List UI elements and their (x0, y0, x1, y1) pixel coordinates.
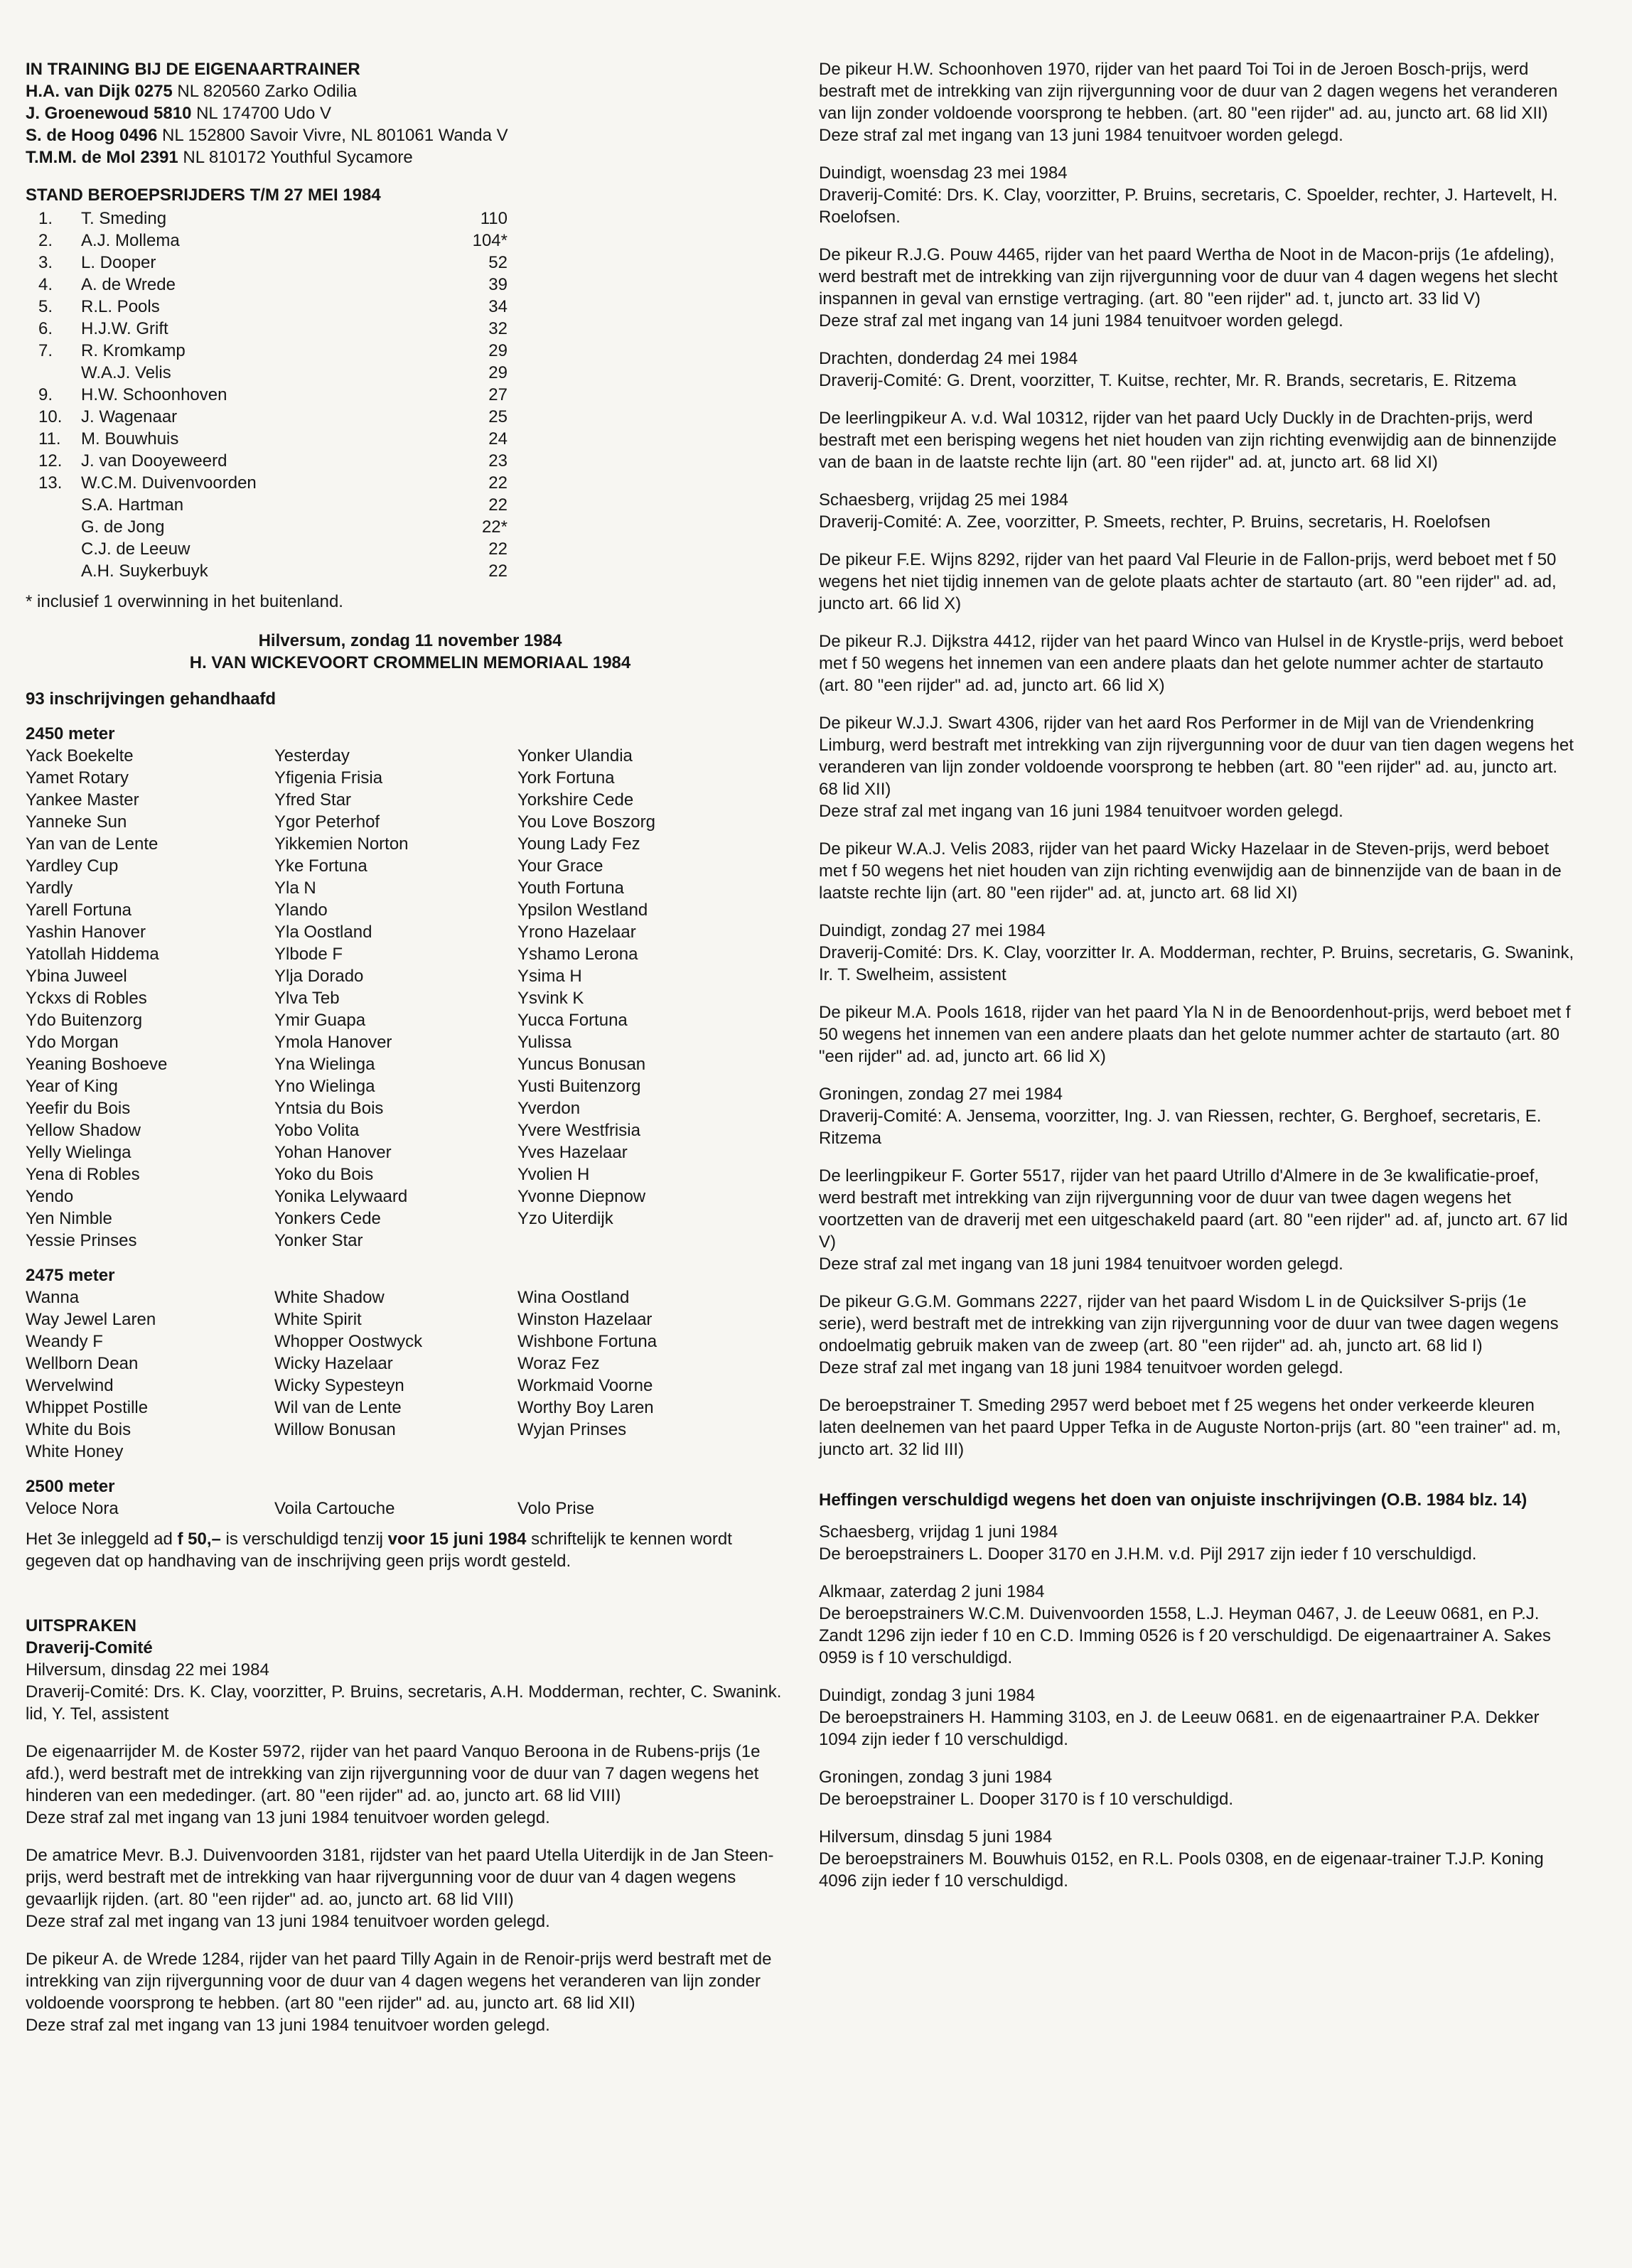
ranking-row (38, 318, 795, 340)
horse-name: Yucca Fortuna (517, 1011, 628, 1030)
session-place: Hilversum, dinsdag 22 mei 1984 (26, 1660, 269, 1679)
horse-name: Your Grace (517, 856, 603, 876)
horse-name: Yankee Master (26, 790, 139, 810)
horse-name: Wyjan Prinses (517, 1420, 627, 1439)
horse-name: Voila Cartouche (274, 1499, 395, 1518)
rider-name: W.C.M. Duivenvoorden (81, 473, 257, 493)
horse-name: Wina Oostland (517, 1288, 630, 1307)
rider-points: 29 (488, 363, 508, 382)
horse-name: Ylbode F (274, 945, 343, 964)
uitspraken-title: UITSPRAKEN (26, 1616, 137, 1635)
horse-name: Yen Nimble (26, 1209, 112, 1228)
horse-name: Yardley Cup (26, 856, 119, 876)
ruling-line: De pikeur M.A. Pools 1618, rijder van het paard Yla N in de Benoordenhout-prijs, werd beboet met f 50 wegens het innemen van een andere plaats dan het gelote nummer achter de startauto (art. 80 "een rijder" ad. ad, juncto art. 66 lid X) (819, 1003, 1571, 1066)
rider-points: 27 (488, 385, 508, 404)
distance-heading: 2450 meter (26, 724, 115, 743)
heffingen-list (819, 1521, 1575, 1892)
entries-groups (26, 723, 795, 1520)
rank-number: 7. (38, 341, 53, 360)
horse-name: Yrono Hazelaar (517, 923, 636, 942)
rider-name: A.J. Mollema (81, 231, 180, 250)
rider-points: 32 (488, 319, 508, 338)
ruling-line: Duindigt, woensdag 23 mei 1984 (819, 163, 1068, 183)
horse-name: Wellborn Dean (26, 1354, 139, 1373)
distance-heading: 2500 meter (26, 1477, 115, 1496)
horse-name: Yzo Uiterdijk (517, 1209, 613, 1228)
horse-name: Yessie Prinses (26, 1231, 137, 1250)
entries-column (26, 1286, 274, 1463)
horse-name: Yusti Buitenzorg (517, 1077, 641, 1096)
rank-number: 10. (38, 407, 63, 426)
ruling-block (819, 1083, 1575, 1149)
horse-name: Whippet Postille (26, 1398, 149, 1417)
ruling-block (819, 58, 1575, 146)
horse-name: Yulissa (517, 1033, 572, 1052)
horse-name: Yvolien H (517, 1165, 590, 1184)
horse-name: Wicky Sypesteyn (274, 1376, 404, 1395)
horse-name: Yeaning Boshoeve (26, 1055, 168, 1074)
horse-name: Yntsia du Bois (274, 1099, 384, 1118)
rider-points: 110 (480, 209, 508, 228)
rider-points: 34 (488, 297, 508, 316)
horse-name: Yena di Robles (26, 1165, 140, 1184)
left-rulings (26, 1741, 795, 2036)
rank-number: 4. (38, 275, 53, 294)
horse-name: Yan van de Lente (26, 834, 159, 854)
horse-name: Yikkemien Norton (274, 834, 409, 854)
horse-name: Wervelwind (26, 1376, 114, 1395)
heffing-text: De beroepstrainers M. Bouwhuis 0152, en R.L. Pools 0308, en de eigenaar-trainer T.J.P. Koning 4096 zijn ieder f 10 verschuldigd. (819, 1849, 1544, 1891)
ruling-line: Draverij-Comité: G. Drent, voorzitter, T. Kuitse, rechter, Mr. R. Brands, secretaris, E. Ritzema (819, 371, 1517, 390)
horse-name: Way Jewel Laren (26, 1310, 156, 1329)
rider-points: 22 (488, 495, 508, 515)
ranking-row (38, 560, 795, 582)
distance-heading: 2475 meter (26, 1266, 115, 1285)
horse-name: Ydo Buitenzorg (26, 1011, 143, 1030)
uitspraken-subtitle: Draverij-Comité (26, 1638, 153, 1657)
horse-name: Yellow Shadow (26, 1121, 141, 1140)
heffing-place-date: Groningen, zondag 3 juni 1984 (819, 1768, 1053, 1787)
rider-name: M. Bouwhuis (81, 429, 179, 448)
rider-name: L. Dooper (81, 253, 156, 272)
ruling-line: De leerlingpikeur A. v.d. Wal 10312, rijder van het paard Ucly Duckly in de Drachten-prijs, werd bestraft met een berisping wegens het niet houden van zijn richting evenwijdig aan de binnenzijde van de baan in de laatste rechte lijn (art. 80 "een rijder" ad. at, juncto art. 68 lid XI) (819, 409, 1557, 472)
rider-name: R. Kromkamp (81, 341, 186, 360)
ruling-block (819, 407, 1575, 473)
rank-number: 13. (38, 473, 63, 493)
training-line: H.A. van Dijk 0275 NL 820560 Zarko Odilia (26, 82, 358, 101)
ruling-line: De pikeur W.A.J. Velis 2083, rijder van het paard Wicky Hazelaar in de Steven-prijs, werd beboet met f 50 wegens het niet houden van zijn richting evenwijdig aan de binnenzijde van de baan in de laatste rechte lijn (art. 80 "een rijder" ad. at, juncto art. 68 lid XI) (819, 839, 1562, 903)
ruling-line: De pikeur R.J. Dijkstra 4412, rijder van het paard Winco van Hulsel in de Krystle-prijs, werd beboet met f 50 wegens het innemen van een andere plaats dan het gelote nummer achter de startauto (art. 80 "een rijder" ad. ad, juncto art. 66 lid X) (819, 632, 1564, 695)
ruling-line: Schaesberg, vrijdag 25 mei 1984 (819, 490, 1068, 510)
rider-name: S.A. Hartman (81, 495, 184, 515)
ruling-line: Groningen, zondag 27 mei 1984 (819, 1085, 1063, 1104)
ruling-block (819, 489, 1575, 533)
horse-name: Ylja Dorado (274, 967, 364, 986)
horse-name: Yckxs di Robles (26, 989, 147, 1008)
horse-name: Winston Hazelaar (517, 1310, 653, 1329)
ruling-line: De pikeur H.W. Schoonhoven 1970, rijder van het paard Toi Toi in de Jeroen Bosch-prijs, werd bestraft met de intrekking van zijn rijvergunning voor de duur van 2 dagen wegens het veranderen van lijn zonder voldoende voorsprong te hebben. (art. 80 "een rijder" ad. au, juncto art. 68 lid XII) (819, 60, 1558, 123)
rider-points: 24 (488, 429, 508, 448)
ruling-line: De beroepstrainer T. Smeding 2957 werd beboet met f 25 wegens het onder verkeerde kleuren laten deelnemen van het paard Upper Tefka in de Auguste Norton-prijs (art. 80 "een trainer" ad. m, juncto art. 32 lid III) (819, 1396, 1561, 1459)
ruling-block (819, 244, 1575, 332)
memorial-place-date: Hilversum, zondag 11 november 1984 (258, 631, 562, 650)
horse-name: Yamet Rotary (26, 768, 129, 788)
rider-name: J. van Dooyeweerd (81, 451, 227, 471)
horse-name: Ydo Morgan (26, 1033, 119, 1052)
rank-number (38, 362, 81, 384)
ruling-line: De pikeur F.E. Wijns 8292, rijder van het paard Val Fleurie in de Fallon-prijs, werd beboet met f 50 wegens het niet tijdig innemen van de gelote plaats achter de startauto (art. 80 "een rijder" ad. ad, juncto art. 66 lid X) (819, 550, 1557, 613)
horse-name: Yesterday (274, 746, 350, 765)
entries-column (26, 1498, 274, 1520)
horse-name: Worthy Boy Laren (517, 1398, 654, 1417)
horse-name: Ylva Teb (274, 989, 340, 1008)
horse-name: Yonkers Cede (274, 1209, 381, 1228)
horse-name: Yverdon (517, 1099, 581, 1118)
ruling-block (819, 630, 1575, 697)
horse-name: Yardly (26, 878, 73, 898)
stand-title: STAND BEROEPSRIJDERS T/M 27 MEI 1984 (26, 186, 381, 205)
ranking-row (38, 406, 795, 428)
rider-name: G. de Jong (81, 517, 165, 537)
horse-name: Yfigenia Frisia (274, 768, 383, 788)
ranking-row (38, 362, 795, 384)
rider-name: H.W. Schoonhoven (81, 385, 227, 404)
horse-name: Yvonne Diepnow (517, 1187, 646, 1206)
horse-name: Willow Bonusan (274, 1420, 396, 1439)
entries-grid (26, 1286, 795, 1463)
rank-number: 5. (38, 297, 53, 316)
training-line: J. Groenewoud 5810 NL 174700 Udo V (26, 104, 332, 123)
entries-group (26, 1264, 795, 1463)
horse-name: Workmaid Voorne (517, 1376, 653, 1395)
horse-name: Yonker Star (274, 1231, 363, 1250)
heffing-block (819, 1684, 1575, 1751)
horse-name: Yobo Volita (274, 1121, 360, 1140)
ranking-row (38, 472, 795, 494)
training-title: IN TRAINING BIJ DE EIGENAARTRAINER (26, 60, 360, 79)
entries-column (274, 1286, 517, 1463)
horse-name: Year of King (26, 1077, 118, 1096)
horse-name: White Spirit (274, 1310, 362, 1329)
rank-number (38, 516, 81, 538)
rider-points: 29 (488, 341, 508, 360)
left-column (26, 58, 795, 2036)
heffing-block (819, 1766, 1575, 1810)
horse-name: Youth Fortuna (517, 878, 624, 898)
rider-points: 22 (488, 561, 508, 581)
rider-name: W.A.J. Velis (81, 363, 171, 382)
ruling-line: De pikeur R.J.G. Pouw 4465, rijder van het paard Wertha de Noot in de Macon-prijs (1e afdeling), werd bestraft met de intrekking van zijn rijvergunning voor de duur van 4 dagen wegens het slecht inspannen in geval van ernstige vertraging. (art. 80 "een rijder" ad. t, juncto art. 33 lid V) (819, 245, 1558, 308)
ruling-block (819, 348, 1575, 392)
horse-name: Yorkshire Cede (517, 790, 634, 810)
horse-name: Yuncus Bonusan (517, 1055, 646, 1074)
ruling-line: Draverij-Comité: Drs. K. Clay, voorzitter, P. Bruins, secretaris, C. Spoelder, rechter, J. Hartevelt, H. Roelofsen. (819, 186, 1558, 227)
ranking-row (38, 296, 795, 318)
ruling-block (819, 920, 1575, 986)
heffing-text: De beroepstrainer L. Dooper 3170 is f 10 verschuldigd. (819, 1790, 1234, 1809)
rank-number (38, 494, 81, 516)
entries-column (517, 745, 773, 1252)
training-line: S. de Hoog 0496 NL 152800 Savoir Vivre, NL 801061 Wanda V (26, 126, 508, 145)
rank-number (38, 560, 81, 582)
ruling-text: De eigenaarrijder M. de Koster 5972, rijder van het paard Vanquo Beroona in de Rubens-prijs (1e afd.), werd bestraft met de intrekking van zijn rijvergunning voor de duur van 7 dagen wegens het hinderen van een mededinger. (art. 80 "een rijder" ad. ao, juncto art. 68 lid VIII) (26, 1742, 761, 1805)
horse-name: Yves Hazelaar (517, 1143, 628, 1162)
rank-number: 11. (38, 429, 61, 448)
ruling-line: Draverij-Comité: Drs. K. Clay, voorzitter Ir. A. Modderman, rechter, P. Bruins, secretaris, G. Swanink, Ir. T. Swelheim, assistent (819, 943, 1574, 984)
heffing-place-date: Alkmaar, zaterdag 2 juni 1984 (819, 1582, 1045, 1601)
heffing-block (819, 1521, 1575, 1565)
horse-name: Ysima H (517, 967, 582, 986)
ruling-block (819, 712, 1575, 822)
horse-name: Weandy F (26, 1332, 103, 1351)
horse-name: Veloce Nora (26, 1499, 119, 1518)
ruling-effective-date: Deze straf zal met ingang van 13 juni 1984 tenuitvoer worden gelegd. (26, 1912, 550, 1931)
ruling-line: Deze straf zal met ingang van 14 juni 1984 tenuitvoer worden gelegd. (819, 311, 1343, 330)
ranking-row (38, 450, 795, 472)
horse-name: White Honey (26, 1442, 124, 1461)
heffing-block (819, 1581, 1575, 1669)
heffing-block (819, 1826, 1575, 1892)
rank-number: 9. (38, 385, 53, 404)
horse-name: Ymir Guapa (274, 1011, 366, 1030)
ruling-line: De pikeur W.J.J. Swart 4306, rijder van het aard Ros Performer in de Mijl van de Vriendenkring Limburg, werd bestraft met intrekking van zijn rijvergunning voor de duur van tien dagen wegens het veranderen van lijn zonder voldoende voorsprong te hebben (art. 80 "een rijder" ad. au, juncto art. 68 lid XII) (819, 714, 1574, 799)
horse-name: Young Lady Fez (517, 834, 640, 854)
ruling-line: Deze straf zal met ingang van 18 juni 1984 tenuitvoer worden gelegd. (819, 1358, 1343, 1377)
ruling-effective-date: Deze straf zal met ingang van 13 juni 1984 tenuitvoer worden gelegd. (26, 1808, 550, 1827)
rider-name: H.J.W. Grift (81, 319, 168, 338)
horse-name: Yatollah Hiddema (26, 945, 159, 964)
horse-name: Yfred Star (274, 790, 352, 810)
ruling-text: De pikeur A. de Wrede 1284, rijder van het paard Tilly Again in de Renoir-prijs werd bestraft met de intrekking van zijn rijvergunning voor de duur van 4 dagen wegens het veranderen van lijn zonder voldoende voorsprong te hebben. (art 80 "een rijder" ad. au, juncto art. 68 lid XII) (26, 1950, 772, 2013)
horse-name: Ylando (274, 901, 328, 920)
horse-name: Yoko du Bois (274, 1165, 374, 1184)
rider-points: 39 (488, 275, 508, 294)
stand-footnote: * inclusief 1 overwinning in het buitenland. (26, 592, 343, 611)
rank-number: 12. (38, 451, 63, 471)
horse-name: Wishbone Fortuna (517, 1332, 657, 1351)
ranking-row (38, 230, 795, 252)
horse-name: Woraz Fez (517, 1354, 600, 1373)
entries-column (274, 1498, 517, 1520)
entries-grid (26, 1498, 795, 1520)
rider-name: A.H. Suykerbuyk (81, 561, 208, 581)
ruling-block (819, 549, 1575, 615)
fee-note: Het 3e inleggeld ad f 50,– is verschuldigd tenzij voor 15 juni 1984 schriftelijk te kennen wordt gegeven dat op handhaving van de inschrijving geen prijs wordt gesteld. (26, 1530, 732, 1571)
entries-column (517, 1286, 773, 1463)
heffing-place-date: Schaesberg, vrijdag 1 juni 1984 (819, 1522, 1058, 1542)
horse-name: You Love Boszorg (517, 812, 655, 832)
entries-column (26, 745, 274, 1252)
training-list (26, 80, 795, 168)
ranking-row (38, 516, 795, 538)
horse-name: Yna Wielinga (274, 1055, 375, 1074)
horse-name: Yeefir du Bois (26, 1099, 131, 1118)
ruling-line: Draverij-Comité: A. Jensema, voorzitter, Ing. J. van Riessen, rechter, G. Berghoef, secretaris, E. Ritzema (819, 1107, 1542, 1148)
entries-column (517, 1498, 773, 1520)
horse-name: Yshamo Lerona (517, 945, 638, 964)
horse-name: Ypsilon Westland (517, 901, 648, 920)
horse-name: White du Bois (26, 1420, 131, 1439)
horse-name: Yonika Lelywaard (274, 1187, 408, 1206)
horse-name: Yno Wielinga (274, 1077, 375, 1096)
horse-name: Yashin Hanover (26, 923, 146, 942)
rider-name: C.J. de Leeuw (81, 539, 190, 559)
heffing-text: De beroepstrainers W.C.M. Duivenvoorden 1558, L.J. Heyman 0467, J. de Leeuw 0681, en P.J. Zandt 1296 zijn ieder f 10 en C.D. Imming 0526 is f 20 verschuldigd. De eigenaartrainer A. Sakes 0959 is f 10 verschuldigd. (819, 1604, 1551, 1667)
training-line: T.M.M. de Mol 2391 NL 810172 Youthful Sycamore (26, 148, 413, 167)
horse-name: Wanna (26, 1288, 80, 1307)
heffing-text: De beroepstrainers L. Dooper 3170 en J.H.M. v.d. Pijl 2917 zijn ieder f 10 verschuldigd. (819, 1544, 1477, 1564)
horse-name: Wicky Hazelaar (274, 1354, 393, 1373)
rank-number (38, 538, 81, 560)
rider-points: 25 (488, 407, 508, 426)
rider-points: 104* (472, 231, 508, 250)
entries-grid (26, 745, 795, 1252)
heffing-place-date: Hilversum, dinsdag 5 juni 1984 (819, 1827, 1053, 1847)
ranking-row (38, 428, 795, 450)
horse-name: Yarell Fortuna (26, 901, 131, 920)
rider-name: J. Wagenaar (81, 407, 178, 426)
rider-points: 22 (488, 539, 508, 559)
heffing-place-date: Duindigt, zondag 3 juni 1984 (819, 1686, 1036, 1705)
rider-points: 52 (488, 253, 508, 272)
stand-ranking-table (38, 208, 795, 582)
ruling-line: Draverij-Comité: A. Zee, voorzitter, P. Smeets, rechter, P. Bruins, secretaris, H. Roelofsen (819, 512, 1491, 532)
ruling-block (819, 162, 1575, 228)
horse-name: Ysvink K (517, 989, 584, 1008)
horse-name: Ybina Juweel (26, 967, 127, 986)
ranking-row (38, 252, 795, 274)
ranking-row (38, 208, 795, 230)
horse-name: Yke Fortuna (274, 856, 367, 876)
ruling-block (819, 1165, 1575, 1275)
ruling-block (819, 1394, 1575, 1461)
rank-number: 2. (38, 231, 53, 250)
horse-name: Yendo (26, 1187, 74, 1206)
ranking-row (38, 494, 795, 516)
ruling-effective-date: Deze straf zal met ingang van 13 juni 1984 tenuitvoer worden gelegd. (26, 2016, 550, 2035)
rank-number: 3. (38, 253, 53, 272)
ruling-block (819, 1291, 1575, 1379)
horse-name: Yla N (274, 878, 316, 898)
rider-points: 22* (481, 517, 508, 537)
ranking-row (38, 340, 795, 362)
entries-group (26, 723, 795, 1252)
ruling-line: De leerlingpikeur F. Gorter 5517, rijder van het paard Utrillo d'Almere in de 3e kwalificatie-proef, werd bestraft met intrekking van zijn rijvergunning voor de duur van twee dagen wegens het voortzetten van de draverij met een uitgeschakeld paard (art. 80 "een rijder" ad. af, juncto art. 67 lid V) (819, 1166, 1568, 1252)
entries-column (274, 745, 517, 1252)
rider-name: R.L. Pools (81, 297, 160, 316)
ranking-row (38, 274, 795, 296)
ruling-line: Deze straf zal met ingang van 13 juni 1984 tenuitvoer worden gelegd. (819, 126, 1343, 145)
rider-points: 23 (488, 451, 508, 471)
right-rulings (819, 58, 1575, 1461)
rider-points: 22 (488, 473, 508, 493)
horse-name: Yanneke Sun (26, 812, 127, 832)
horse-name: White Shadow (274, 1288, 385, 1307)
horse-name: York Fortuna (517, 768, 615, 788)
rider-name: A. de Wrede (81, 275, 176, 294)
session-committee: Draverij-Comité: Drs. K. Clay, voorzitter, P. Bruins, secretaris, A.H. Modderman, rechter, C. Swanink. lid, Y. Tel, assistent (26, 1682, 782, 1724)
heffing-text: De beroepstrainers H. Hamming 3103, en J. de Leeuw 0681. en de eigenaartrainer P.A. Dekker 1094 zijn ieder f 10 verschuldigd. (819, 1708, 1540, 1749)
horse-name: Yack Boekelte (26, 746, 134, 765)
right-column (819, 58, 1575, 1892)
horse-name: Yohan Hanover (274, 1143, 392, 1162)
horse-name: Yelly Wielinga (26, 1143, 131, 1162)
ranking-row (38, 538, 795, 560)
ruling-line: Deze straf zal met ingang van 16 juni 1984 tenuitvoer worden gelegd. (819, 802, 1343, 821)
ruling-line: De pikeur G.G.M. Gommans 2227, rijder van het paard Wisdom L in de Quicksilver S-prijs (1e serie), werd bestraft met de intrekking van zijn rijvergunning voor de duur van twee dagen wegens ondoelmatig gebruik maken van de zweep (art. 80 "een rijder" ad. ah, juncto art. 68 lid I) (819, 1292, 1559, 1355)
memorial-title: H. VAN WICKEVOORT CROMMELIN MEMORIAAL 1984 (189, 653, 631, 672)
memorial-entries-count: 93 inschrijvingen gehandhaafd (26, 689, 277, 709)
horse-name: Ymola Hanover (274, 1033, 392, 1052)
horse-name: Yla Oostland (274, 923, 372, 942)
rank-number: 1. (38, 209, 53, 228)
horse-name: Yonker Ulandia (517, 746, 633, 765)
entries-group (26, 1476, 795, 1520)
ruling-block (819, 838, 1575, 904)
horse-name: Yvere Westfrisia (517, 1121, 640, 1140)
horse-name: Wil van de Lente (274, 1398, 402, 1417)
heffingen-title: Heffingen verschuldigd wegens het doen van onjuiste inschrijvingen (O.B. 1984 blz. 14) (819, 1490, 1528, 1510)
ranking-row (38, 384, 795, 406)
rank-number: 6. (38, 319, 53, 338)
ruling-line: Drachten, donderdag 24 mei 1984 (819, 349, 1078, 368)
horse-name: Whopper Oostwyck (274, 1332, 423, 1351)
ruling-block (819, 1001, 1575, 1068)
ruling-line: Duindigt, zondag 27 mei 1984 (819, 921, 1046, 940)
ruling-text: De amatrice Mevr. B.J. Duivenvoorden 3181, rijdster van het paard Utella Uiterdijk in de Jan Steen-prijs, werd bestraft met de intrekking van haar rijvergunning voor de duur van 4 dagen wegens gevaarlijk rijden. (art. 80 "een rijder" ad. ao, juncto art. 68 lid VIII) (26, 1846, 774, 1909)
horse-name: Volo Prise (517, 1499, 595, 1518)
ruling-line: Deze straf zal met ingang van 18 juni 1984 tenuitvoer worden gelegd. (819, 1254, 1343, 1274)
rider-name: T. Smeding (81, 209, 167, 228)
horse-name: Ygor Peterhof (274, 812, 380, 832)
